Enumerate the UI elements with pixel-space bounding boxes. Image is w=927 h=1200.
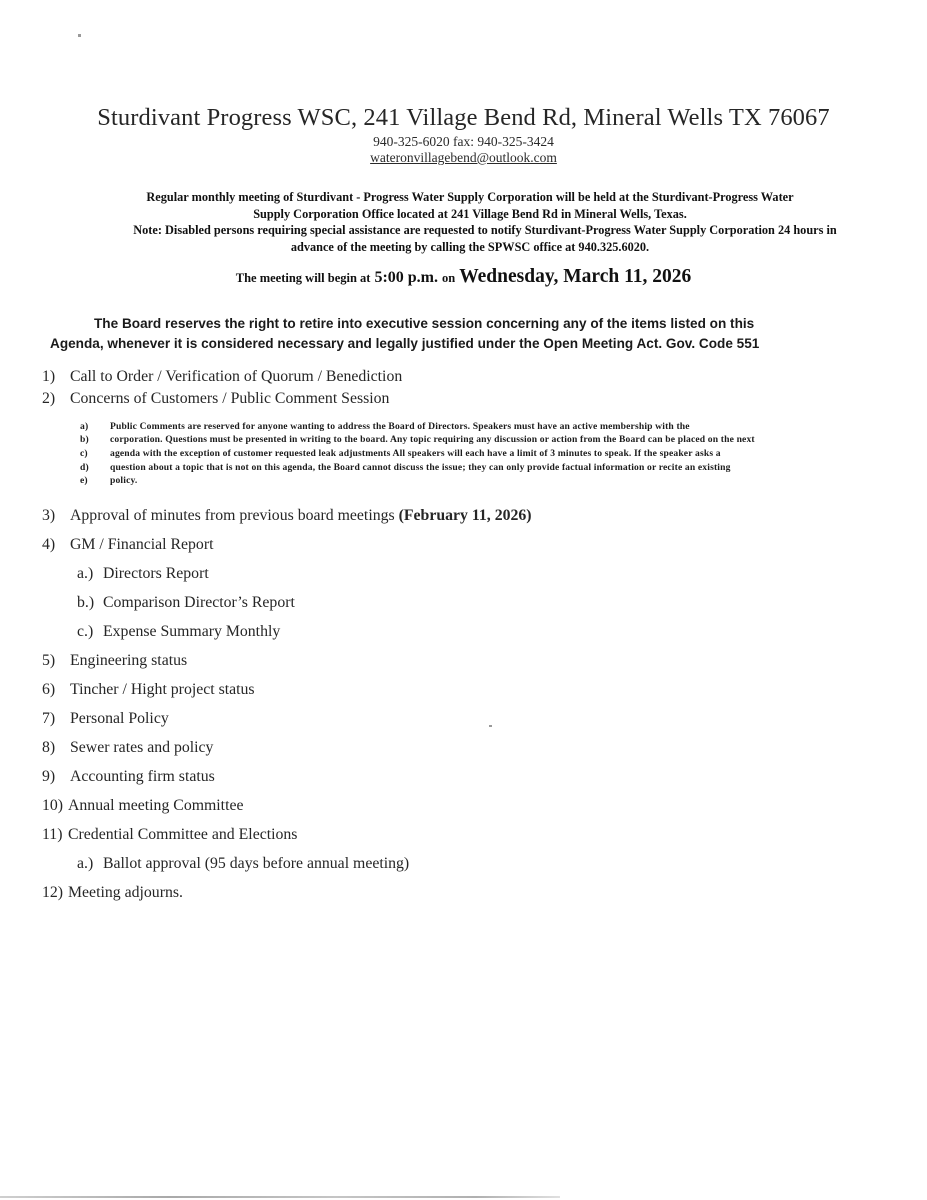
agenda-item-9: 9) Accounting firm status xyxy=(42,768,215,785)
meeting-time xyxy=(0,266,927,288)
meeting-prefix: The meeting will begin at xyxy=(235,271,371,285)
agenda-item-4: 4) GM / Financial Report xyxy=(42,536,214,553)
public-comment-rule: a) Public Comments are reserved for anyone wanting to address the Board of Directors. Speakers must have an active membership with the xyxy=(80,421,690,432)
financial-subitem-b: b.) Comparison Director’s Report xyxy=(77,594,295,611)
meeting-date: Wednesday, March 11, 2026 xyxy=(459,266,692,287)
agenda-item-6: 6) Tincher / Hight project status xyxy=(42,681,255,698)
notice-line: Supply Corporation Office located at 241 Village Bend Rd in Mineral Wells, Texas. xyxy=(253,206,687,221)
scan-edge-line xyxy=(0,1196,560,1198)
meeting-notice xyxy=(90,189,850,255)
accessibility-note: advance of the meeting by calling the SPWSC office at 940.325.6020. xyxy=(290,239,650,254)
agenda-item-12: 12) Meeting adjourns. xyxy=(42,884,183,901)
agenda-item-10: 10) Annual meeting Committee xyxy=(42,797,244,814)
notice-line: Regular monthly meeting of Sturdivant - Progress Water Supply Corporation will be held at the Sturdivant-Progress Water xyxy=(146,190,794,204)
agenda-item-8: 8) Sewer rates and policy xyxy=(42,739,214,756)
agenda-item-5: 5) Engineering status xyxy=(42,652,188,669)
phone-fax: 940-325-6020 fax: 940-325-3424 xyxy=(373,134,554,149)
scan-speck xyxy=(78,34,81,37)
meeting-on: on xyxy=(442,271,456,285)
scan-speck xyxy=(489,725,492,727)
organization-title: Sturdivant Progress WSC, 241 Village Bend Rd, Mineral Wells TX 76067 xyxy=(97,104,830,131)
agenda-item-1: 1) Call to Order / Verification of Quorum / Benediction xyxy=(42,368,403,385)
previous-meeting-date: (February 11, 2026) xyxy=(398,507,532,524)
email-link[interactable]: wateronvillagebend@outlook.com xyxy=(370,150,557,165)
agenda-item-3: 3) Approval of minutes from previous board meetings (February 11, 2026) xyxy=(42,507,532,524)
note-line: The Board reserves the right to retire into executive session concerning any of the items listed on this xyxy=(94,316,755,331)
accessibility-note: Note: Disabled persons requiring special assistance are requested to notify Sturdivant-Progress Water Supply Corporation 24 hours in xyxy=(133,223,837,237)
financial-subitem-c: c.) Expense Summary Monthly xyxy=(77,623,281,640)
agenda-item-7: 7) Personal Policy xyxy=(42,710,169,727)
meeting-hour: 5:00 p.m. xyxy=(374,269,439,286)
executive-session-note xyxy=(50,314,880,354)
election-subitem-a: a.) Ballot approval (95 days before annual meeting) xyxy=(77,855,410,872)
public-comment-rule: e) policy. xyxy=(80,475,138,486)
agenda-item-2: 2) Concerns of Customers / Public Comment Session xyxy=(42,390,390,407)
financial-subitem-a: a.) Directors Report xyxy=(77,565,209,582)
agenda-item-11: 11) Credential Committee and Elections xyxy=(42,826,298,843)
public-comment-rule: c) agenda with the exception of customer requested leak adjustments All speakers will each have a limit of 3 minutes to speak. If the speaker asks a xyxy=(80,448,721,459)
note-line: Agenda, whenever it is considered necessary and legally justified under the Open Meeting Act. Gov. Code 551 xyxy=(50,336,760,351)
public-comment-rule: d) question about a topic that is not on this agenda, the Board cannot discuss the issue; they can only provide factual information or recite an existing xyxy=(80,462,731,473)
public-comment-rule: b) corporation. Questions must be presented in writing to the board. Any topic requiring any discussion or action from the Board can be placed on the next xyxy=(80,434,755,445)
